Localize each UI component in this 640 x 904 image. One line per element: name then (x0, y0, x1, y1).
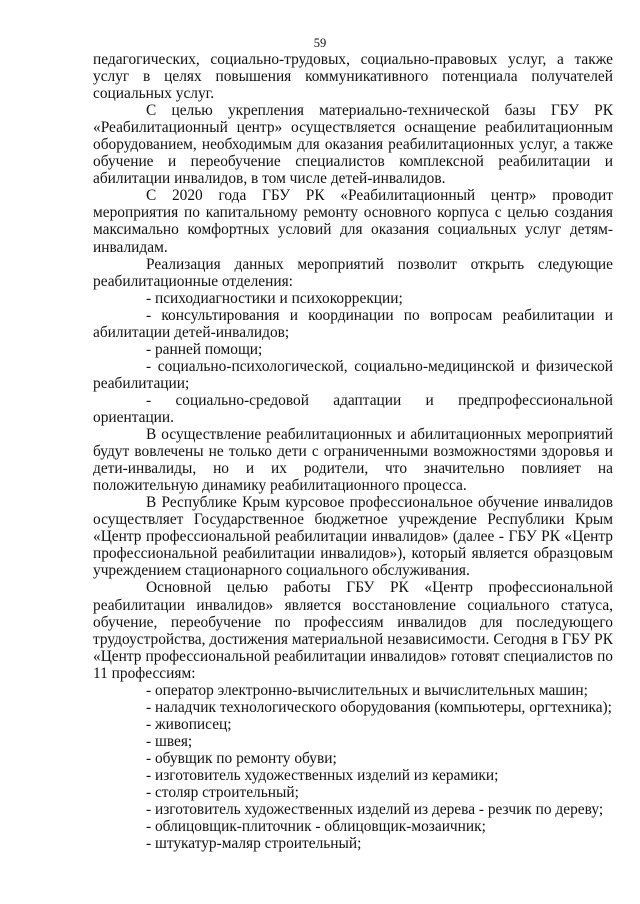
paragraph: педагогических, социально-трудовых, социально-правовых услуг, а также услуг в целях повышения коммуникативного потенциала получателей социальных услуг. (93, 51, 613, 103)
profession-list-item: - оператор электронно-вычислительных и вычислительных машин; (146, 681, 588, 699)
profession-list-item: - швея; (146, 732, 193, 750)
profession-list-item: - изготовитель художественных изделий из керамики; (146, 766, 499, 784)
department-list-item: - социально-средовой адаптации и предпрофессиональной ориентации. (93, 391, 613, 426)
paragraph: В Республике Крым курсовое профессиональное обучение инвалидов осуществляет Государственное бюджетное учреждение Республики Крым «Центр профессиональной реабилитации инвалидов» (далее - ГБУ РК «Центр профессиональной реабилитации инвалидов»), который является образцовым учреждением стационарного социального обслуживания. (93, 494, 613, 580)
paragraph: С 2020 года ГБУ РК «Реабилитационный центр» проводит мероприятия по капитальному ремонту основного корпуса с целью создания максимально комфортных условий для оказания социальных услуг детям-инвалидам. (93, 187, 613, 256)
page-number: 59 (313, 36, 327, 50)
paragraph: В осуществление реабилитационных и абилитационных мероприятий будут вовлечены не только дети с ограниченными возможностями здоровья и дети-инвалиды, но и их родители, что значительно повлияет на положительную динамику реабилитационного процесса. (93, 426, 613, 495)
profession-list-item: - живописец; (146, 715, 232, 733)
document-body (93, 51, 613, 852)
profession-list-item: - изготовитель художественных изделий из дерева - резчик по дереву; (146, 801, 604, 819)
profession-list-item: - столяр строительный; (146, 784, 299, 802)
department-list-item: - консультирования и координации по вопросам реабилитации и абилитации детей-инвалидов; (93, 306, 613, 341)
profession-list-item: - наладчик технологического оборудования (компьютеры, оргтехника); (146, 698, 612, 716)
paragraph: Реализация данных мероприятий позволит открыть следующие реабилитационные отделения: (93, 255, 613, 290)
profession-list-item: - облицовщик-плиточник - облицовщик-мозаичник; (146, 818, 486, 836)
department-list-item: - психодиагностики и психокоррекции; (146, 289, 403, 307)
paragraph: Основной целью работы ГБУ РК «Центр профессиональной реабилитации инвалидов» является восстановление социального статуса, обучение, переобучение по профессиям инвалидов для последующего трудоустройства, достижения материальной независимости. Сегодня в ГБУ РК «Центр профессиональной реабилитации инвалидов» готовят специалистов по 11 профессиям: (93, 579, 613, 682)
profession-list-item: - обувщик по ремонту обуви; (146, 749, 337, 767)
profession-list-item: - штукатур-маляр строительный; (146, 835, 362, 853)
department-list-item: - ранней помощи; (146, 340, 263, 358)
department-list-item: - социально-психологической, социально-медицинской и физической реабилитации; (93, 357, 613, 392)
paragraph: С целью укрепления материально-технической базы ГБУ РК «Реабилитационный центр» осуществляется оснащение реабилитационным оборудованием, необходимым для оказания реабилитационных услуг, а также обучение и переобучение специалистов комплексной реабилитации и абилитации инвалидов, в том числе детей-инвалидов. (93, 102, 613, 188)
